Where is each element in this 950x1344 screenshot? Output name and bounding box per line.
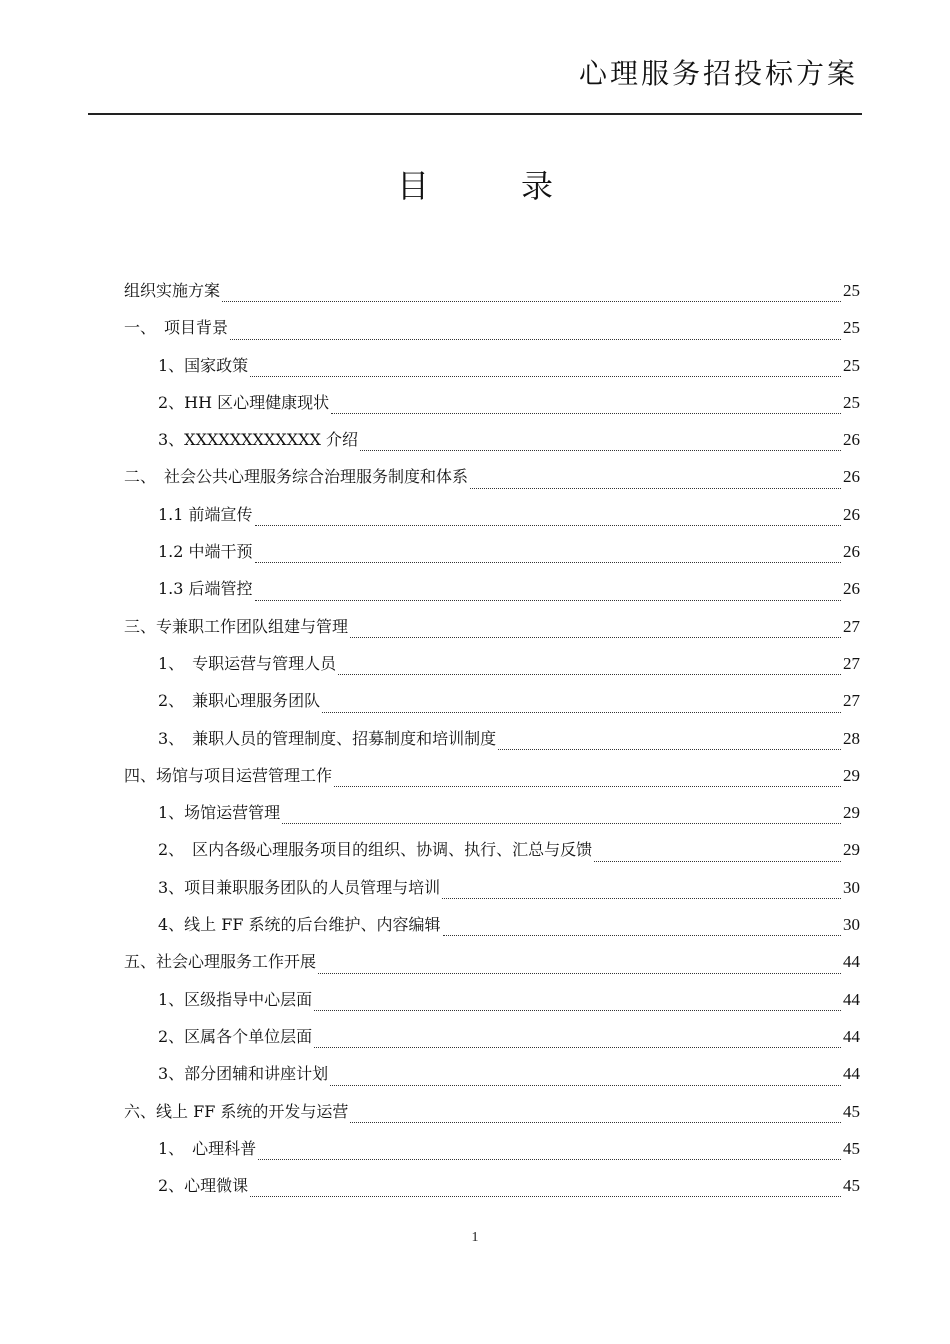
toc-entry[interactable]	[124, 798, 860, 835]
toc-entry[interactable]	[124, 947, 860, 984]
toc-entry-label: 2、 区内各级心理服务项目的组织、协调、执行、汇总与反馈	[158, 840, 593, 860]
toc-entry-page: 30	[843, 915, 860, 935]
table-of-contents	[124, 276, 860, 1208]
toc-entry-label: 1、场馆运营管理	[158, 803, 281, 823]
toc-entry-page: 29	[843, 765, 860, 785]
toc-entry-page: 26	[843, 504, 860, 524]
toc-entry-label: 1.2 中端干预	[158, 542, 253, 562]
toc-entry-page: 45	[843, 1138, 860, 1158]
toc-dot-leader	[222, 300, 841, 302]
toc-entry[interactable]	[124, 313, 860, 350]
toc-dot-leader	[443, 934, 841, 936]
toc-entry-label: 五、社会心理服务工作开展	[124, 952, 317, 972]
toc-dot-leader	[314, 1046, 841, 1048]
toc-entry[interactable]	[124, 985, 860, 1022]
toc-dot-leader	[360, 449, 841, 451]
toc-entry-page: 25	[843, 318, 860, 338]
toc-dot-leader	[350, 1121, 841, 1123]
toc-entry-page: 26	[843, 430, 860, 450]
toc-dot-leader	[250, 375, 841, 377]
toc-dot-leader	[594, 860, 841, 862]
toc-entry[interactable]	[124, 1022, 860, 1059]
toc-entry-label: 2、区属各个单位层面	[158, 1026, 313, 1046]
toc-entry[interactable]	[124, 835, 860, 872]
toc-entry-label: 1.3 后端管控	[158, 579, 253, 599]
toc-entry[interactable]	[124, 1097, 860, 1134]
toc-heading	[0, 164, 950, 208]
toc-entry[interactable]	[124, 761, 860, 798]
toc-entry-label: 组织实施方案	[124, 281, 221, 300]
page-number: 1	[471, 1230, 479, 1245]
toc-heading-left: 目	[396, 167, 429, 205]
toc-entry-label: 4、线上 FF 系统的后台维护、内容编辑	[158, 915, 441, 935]
toc-entry-label: 1、国家政策	[158, 355, 249, 375]
toc-entry-label: 3、部分团辅和讲座计划	[158, 1064, 329, 1084]
toc-entry-page: 44	[843, 1026, 860, 1046]
toc-dot-leader	[442, 897, 841, 899]
toc-dot-leader	[350, 636, 841, 638]
toc-entry-label: 一、 项目背景	[124, 318, 229, 338]
toc-entry-label: 二、 社会公共心理服务综合治理服务制度和体系	[124, 467, 469, 487]
toc-entry[interactable]	[124, 462, 860, 499]
toc-dot-leader	[258, 1158, 841, 1160]
toc-entry-label: 1、区级指导中心层面	[158, 989, 313, 1009]
toc-entry-page: 27	[843, 691, 860, 711]
toc-entry-page: 44	[843, 1064, 860, 1084]
toc-entry-label: 三、专兼职工作团队组建与管理	[124, 616, 349, 636]
header-divider	[88, 113, 862, 115]
toc-entry[interactable]	[124, 724, 860, 761]
toc-entry-page: 44	[843, 952, 860, 972]
toc-entry-label: 2、心理微课	[158, 1176, 249, 1196]
toc-dot-leader	[255, 599, 841, 601]
toc-entry-page: 25	[843, 281, 860, 300]
toc-dot-leader	[282, 822, 841, 824]
toc-entry[interactable]	[124, 351, 860, 388]
toc-dot-leader	[498, 748, 841, 750]
toc-dot-leader	[470, 487, 841, 489]
toc-dot-leader	[314, 1009, 841, 1011]
toc-entry-page: 28	[843, 728, 860, 748]
toc-entry-page: 26	[843, 579, 860, 599]
toc-entry[interactable]	[124, 574, 860, 611]
toc-entry-page: 30	[843, 877, 860, 897]
toc-entry-label: 2、 兼职心理服务团队	[158, 691, 321, 711]
toc-entry[interactable]	[124, 388, 860, 425]
toc-entry-page: 44	[843, 989, 860, 1009]
toc-entry-label: 3、XXXXXXXXXXXX 介绍	[158, 430, 358, 450]
toc-entry-page: 26	[843, 467, 860, 487]
toc-dot-leader	[334, 785, 841, 787]
toc-entry[interactable]	[124, 537, 860, 574]
toc-entry[interactable]	[124, 910, 860, 947]
toc-entry-label: 1、 专职运营与管理人员	[158, 653, 337, 673]
toc-entry[interactable]	[124, 612, 860, 649]
toc-entry-page: 45	[843, 1101, 860, 1121]
toc-entry-label: 1、 心理科普	[158, 1138, 257, 1158]
toc-entry-page: 29	[843, 803, 860, 823]
toc-entry[interactable]	[124, 649, 860, 686]
toc-entry[interactable]	[124, 425, 860, 462]
toc-entry-page: 27	[843, 616, 860, 636]
toc-entry-page: 25	[843, 392, 860, 412]
toc-heading-right: 录	[521, 167, 554, 205]
toc-entry[interactable]	[124, 873, 860, 910]
toc-entry[interactable]	[124, 1134, 860, 1171]
toc-dot-leader	[330, 1084, 841, 1086]
toc-entry[interactable]	[124, 500, 860, 537]
toc-dot-leader	[230, 338, 841, 340]
toc-entry-label: 四、场馆与项目运营管理工作	[124, 765, 333, 785]
toc-entry-page: 27	[843, 653, 860, 673]
toc-entry[interactable]	[124, 1059, 860, 1096]
toc-dot-leader	[322, 711, 841, 713]
toc-dot-leader	[255, 561, 841, 563]
toc-dot-leader	[338, 673, 841, 675]
toc-entry-label: 2、HH 区心理健康现状	[158, 392, 330, 412]
toc-entry[interactable]	[124, 1171, 860, 1208]
toc-entry-label: 六、线上 FF 系统的开发与运营	[124, 1101, 349, 1121]
toc-entry-label: 3、项目兼职服务团队的人员管理与培训	[158, 877, 441, 897]
toc-dot-leader	[255, 524, 841, 526]
toc-dot-leader	[318, 972, 841, 974]
toc-entry[interactable]	[124, 276, 860, 313]
toc-entry-page: 26	[843, 542, 860, 562]
toc-dot-leader	[250, 1195, 841, 1197]
toc-entry-page: 45	[843, 1176, 860, 1196]
toc-dot-leader	[331, 412, 841, 414]
toc-entry[interactable]	[124, 686, 860, 723]
toc-entry-page: 25	[843, 355, 860, 375]
toc-entry-page: 29	[843, 840, 860, 860]
toc-entry-label: 1.1 前端宣传	[158, 504, 253, 524]
toc-entry-label: 3、 兼职人员的管理制度、招募制度和培训制度	[158, 728, 497, 748]
document-header-title: 心理服务招投标方案	[578, 57, 858, 90]
